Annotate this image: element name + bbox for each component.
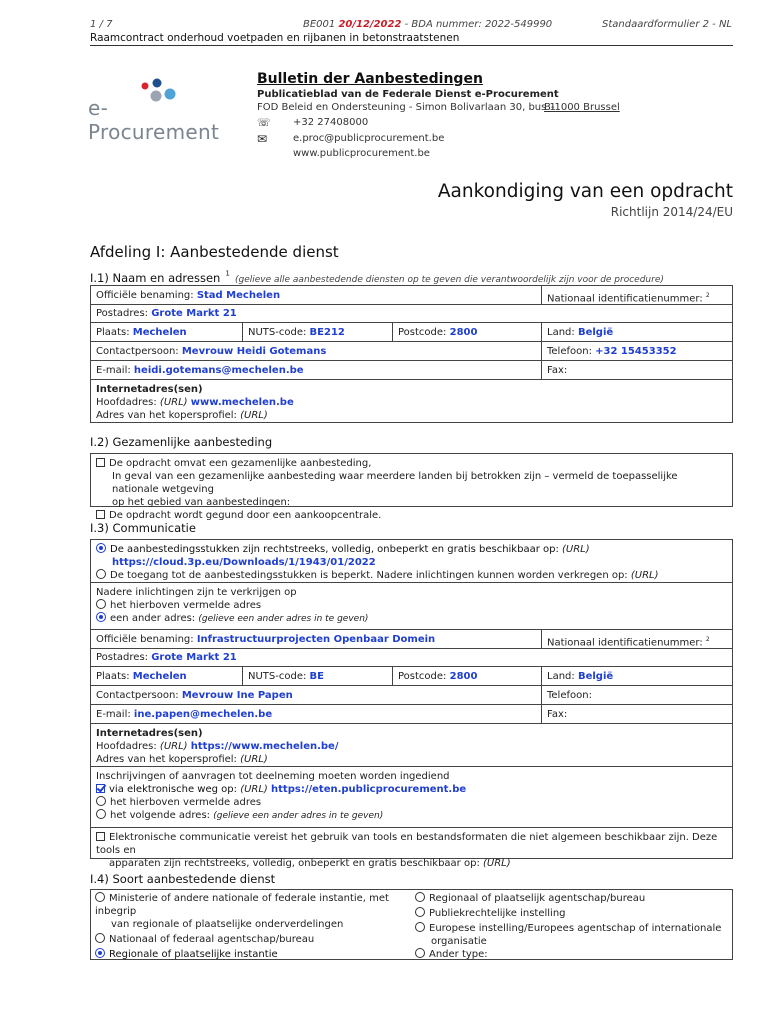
radio[interactable] [415,892,425,902]
nuts-cell [242,323,392,341]
s11-heading [90,267,664,286]
option-documents-free[interactable] [96,543,727,556]
table-row [90,361,733,380]
label: Postcode: [398,671,447,682]
option-national-agency[interactable] [95,933,415,946]
internet-cell [91,724,732,769]
label: Postadres: [96,652,149,663]
label: NUTS-code: [248,327,307,338]
label: Adres van het kopersprofiel: [96,754,237,765]
authority-type-left [95,892,415,961]
url-label: (URL) [240,784,268,795]
submission-box [90,766,733,828]
url-label: (URL) [630,570,659,581]
label: Regionaal of plaatselijk agentschap/bureau [429,893,646,904]
s11-title: I.1) Naam en adressen [90,271,221,285]
country-value: België [577,327,614,338]
internet-label: Internetadres(sen) [96,384,203,395]
joint-note: In geval van een gezamenlijke aanbesteding waar meerdere landen bij betrokken zijn – vermeld de toepasselijke nationale wetgeving [112,471,678,495]
label: De opdracht omvat een gezamenlijke aanbesteding, [109,458,372,469]
city-value: Mechelen [132,327,187,338]
info-label: Nadere inlichtingen zijn te verkrijgen op [96,587,297,598]
info-box [90,582,733,630]
submission-options [91,767,732,826]
fax-cell [541,361,732,379]
checkbox[interactable] [96,458,105,467]
reference [303,19,552,30]
contact-value: Mevrouw Ine Papen [181,690,293,701]
reference-date: 20/12/2022 [338,19,402,30]
mail-icon: ✉ [257,132,268,146]
buyer-profile-line [96,753,727,766]
publisher-city: B-1000 Brussel [544,102,620,113]
table-row [90,724,733,767]
s11-sup: 1 [225,269,230,278]
e-procurement-logo [88,78,223,144]
checkbox[interactable] [96,510,105,519]
table-row [90,342,733,361]
label: Ander type: [429,949,488,960]
buyer-profile-line [96,409,727,422]
table-row [90,629,733,649]
radio[interactable] [415,948,425,958]
radio[interactable] [415,907,425,917]
radio[interactable] [95,933,105,943]
address-cell [91,304,732,323]
option-joint[interactable] [96,457,727,470]
table-row [90,304,733,323]
submission-url[interactable]: https://eten.publicprocurement.be [271,784,467,795]
notice-title: Aankondiging van een opdracht [437,181,733,202]
label: het hierboven vermelde adres [110,797,262,808]
phone-cell [541,342,732,360]
label: Land: [547,327,575,338]
radio-selected[interactable] [96,612,106,622]
documents-box [90,539,733,583]
label: Elektronische communicatie vereist het gebruik van tools en bestandsformaten die niet algemeen beschikbaar zijn. Deze tools en [96,832,718,856]
publisher-email[interactable]: e.proc@publicprocurement.be [293,133,445,144]
address-cell [91,648,732,667]
table-row [90,705,733,724]
postcode-value: 2800 [449,671,478,682]
label: Ministerie of andere nationale of federale instantie, met inbegrip [95,893,389,917]
s11-note: (gelieve alle aanbestedende diensten op te geven die verantwoordelijk zijn voor de procedure) [234,275,664,285]
contact-value: Mevrouw Heidi Gotemans [181,346,327,357]
country-value: België [577,671,614,682]
label: apparaten zijn rechtstreeks, volledig, onbeperkt en gratis beschikbaar op: [109,858,480,869]
address-value: Grote Markt 21 [151,308,237,319]
label: Plaats: [96,671,130,682]
logo-text: e-Procurement [88,96,220,144]
option-public-body[interactable] [415,907,730,920]
label: Fax: [547,365,568,376]
contract-title: Raamcontract onderhoud voetpaden en rijbanen in betonstraatstenen [90,32,460,44]
internet-cell [91,380,732,425]
form-type: Standaardformulier 2 - NL [601,19,732,30]
label: Europese instelling/Europees agentschap of internationale [429,923,722,934]
label: van regionale of plaatselijke onderverdelingen [111,919,344,930]
url-label: (URL) [159,397,188,408]
email-value[interactable]: ine.papen@mechelen.be [133,709,273,720]
label: Hoofdadres: [96,741,157,752]
option-other-type[interactable] [415,948,730,961]
logo-dot [153,79,162,88]
main-url[interactable]: www.mechelen.be [190,397,294,408]
phone-value: +32 15453352 [595,346,677,357]
label: Plaats: [96,327,130,338]
option-regional-agency[interactable] [415,892,730,905]
label: Postcode: [398,327,447,338]
option-ministry[interactable] [95,892,415,918]
national-id-cell [541,630,732,648]
nuts-value: BE [309,671,324,682]
official-name-value: Stad Mechelen [196,290,281,301]
joint-procurement-box [90,453,733,521]
url-label: (URL) [562,544,590,555]
option-info-above[interactable] [96,599,727,612]
table-row [90,648,733,667]
address-value: Grote Markt 21 [151,652,237,663]
logo-dot [142,83,149,90]
postcode-cell [392,323,541,341]
label: Nationaal identificatienummer: [547,637,703,649]
url-label: (URL) [240,754,268,765]
label: Contactpersoon: [96,690,179,701]
label: het volgende adres: [110,810,211,821]
label: Publiekrechtelijke instelling [429,908,566,919]
s14-title: I.4) Soort aanbestedende dienst [90,872,276,886]
label: E-mail: [96,709,131,720]
phone-icon: ☏ [257,116,271,129]
main-address-line [96,740,727,753]
label: via elektronische weg op: [109,784,237,795]
header-divider [90,45,733,46]
label: Fax: [547,709,568,720]
option-info-other[interactable] [96,612,727,626]
label: Contactpersoon: [96,346,179,357]
table-row [90,323,733,342]
option-regional-authority[interactable] [95,948,415,961]
label: Adres van het kopersprofiel: [96,410,237,421]
official-name-value: Infrastructuurprojecten Openbaar Domein [196,634,436,645]
checkbox[interactable] [96,832,105,841]
radio-selected[interactable] [95,948,105,958]
label: organisatie [431,936,487,947]
notice-directive: Richtlijn 2014/24/EU [610,205,733,219]
label: Regionale of plaatselijke instantie [109,949,278,960]
radio[interactable] [415,922,425,932]
radio[interactable] [95,892,105,902]
national-id-sup: 2 [705,292,710,299]
documents-options [91,540,732,585]
option-documents-restricted[interactable] [96,569,727,582]
radio[interactable] [96,796,106,806]
fax-cell [541,705,732,723]
option-electronic[interactable] [96,783,727,796]
tools-option[interactable] [91,828,732,873]
national-id-cell [541,286,732,304]
section-title: Afdeling I: Aanbestedende dienst [90,243,339,261]
submission-label: Inschrijvingen of aanvragen tot deelneming moeten worden ingediend [96,771,450,782]
city-value: Mechelen [132,671,187,682]
label: De aanbestedingsstukken zijn rechtstreeks, volledig, onbeperkt en gratis beschikbaar op: [110,544,559,555]
table-row [90,285,733,305]
nuts-value: BE212 [309,327,345,338]
url-label: (URL) [483,858,511,869]
main-url[interactable]: https://www.mechelen.be/ [190,741,339,752]
authority-type-right [415,892,730,961]
note: (gelieve een ander adres in te geven) [198,614,369,624]
page-number: 1 / 7 [90,19,113,30]
s12-title: I.2) Gezamenlijke aanbesteding [90,435,273,449]
publisher-address: FOD Beleid en Ondersteuning - Simon Bolivarlaan 30, bus 1 [257,102,556,113]
country-cell [541,667,732,685]
label: Telefoon: [547,690,592,701]
label: Hoofdadres: [96,397,157,408]
radio-selected[interactable] [96,543,106,553]
label: het hierboven vermelde adres [110,600,262,611]
national-id-sup: 2 [705,636,710,643]
label: De toegang tot de aanbestedingsstukken is beperkt. Nadere inlichtingen kunnen worden verkregen op: [110,570,628,581]
postcode-value: 2800 [449,327,478,338]
joint-note-2: op het gebied van aanbestedingen: [112,497,291,508]
authority-type-box [90,889,733,960]
label: Officiële benaming: [96,290,194,301]
postcode-cell [392,667,541,685]
internet-label: Internetadres(sen) [96,728,203,739]
reference-suffix: - BDA nummer: 2022-549990 [401,19,553,30]
nuts-cell [242,667,392,685]
label: Land: [547,671,575,682]
phone-cell [541,686,732,704]
table-row [90,380,733,423]
option-following-address[interactable] [96,809,727,823]
info-options [91,583,732,629]
radio[interactable] [96,599,106,609]
label: Postadres: [96,308,149,319]
s13-title: I.3) Communicatie [90,521,196,535]
documents-url[interactable]: https://cloud.3p.eu/Downloads/1/1943/01/2022 [112,557,376,568]
label: E-mail: [96,365,131,376]
label: Nationaal of federaal agentschap/bureau [109,934,315,945]
bulletin-title: Bulletin der Aanbestedingen [257,71,483,87]
radio[interactable] [96,569,106,579]
note: (gelieve een ander adres in te geven) [213,811,384,821]
table-row [90,686,733,705]
email-value[interactable]: heidi.gotemans@mechelen.be [133,365,304,376]
country-cell [541,323,732,341]
publisher-website[interactable]: www.publicprocurement.be [293,148,430,159]
radio[interactable] [96,809,106,819]
label: Nationaal identificatienummer: [547,293,703,305]
option-european-institution[interactable] [415,922,730,935]
label: De opdracht wordt gegund door een aankoopcentrale. [109,510,382,521]
publisher-phone: +32 27408000 [293,117,369,128]
option-address-above[interactable] [96,796,727,809]
bulletin-subtitle: Publicatieblad van de Federale Dienst e-Procurement [257,89,559,100]
url-label: (URL) [240,410,268,421]
checkbox-checked[interactable] [96,784,105,793]
joint-procurement-options [91,454,732,525]
label: Officiële benaming: [96,634,194,645]
label: een ander adres: [110,613,196,624]
reference-prefix: BE001 [303,19,339,30]
label: Telefoon: [547,346,592,357]
label: NUTS-code: [248,671,307,682]
main-address-line [96,396,727,409]
tools-box [90,827,733,869]
table-row [90,667,733,686]
url-label: (URL) [159,741,188,752]
